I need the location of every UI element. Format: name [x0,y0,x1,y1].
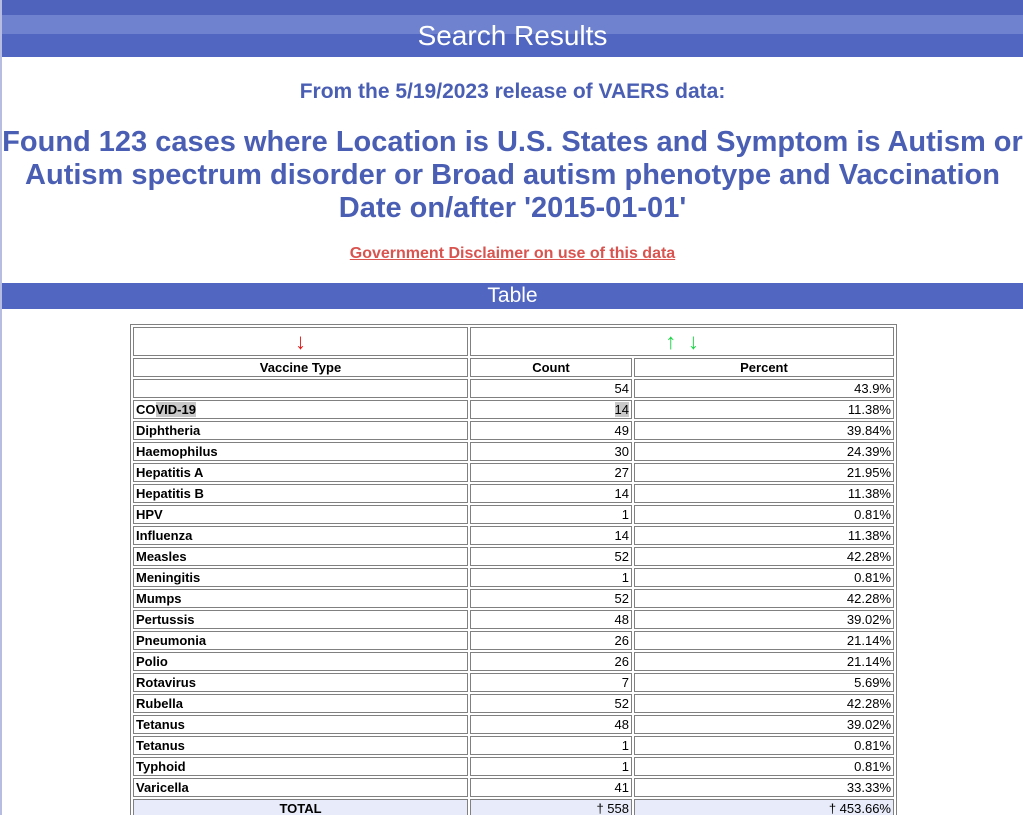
table-body [133,379,894,797]
vaccine-type-cell [133,400,468,419]
count-cell: 48 [470,715,632,734]
page-left-border [0,0,2,815]
count-cell: 14 [470,484,632,503]
table-row [133,610,894,629]
percent-cell: 24.39% [634,442,894,461]
table-section-header: Table [2,283,1023,309]
table-row [133,484,894,503]
table-row [133,631,894,650]
column-header-percent: Percent [634,358,894,377]
percent-cell: 0.81% [634,757,894,776]
table-row [133,778,894,797]
sort-controls-row [133,327,894,356]
column-header-count: Count [470,358,632,377]
table-row [133,694,894,713]
government-disclaimer-link[interactable]: Government Disclaimer on use of this data [349,245,676,262]
vaccine-type-cell: Pertussis [133,610,468,629]
vaccine-name-part: CO [136,402,156,417]
selected-text: VID-19 [155,402,196,417]
headline-line: Date on/after '2015-01-01' [338,192,687,224]
count-cell: 14 [470,526,632,545]
search-results-header [2,0,1023,57]
table-row [133,379,894,398]
percent-cell: 21.14% [634,652,894,671]
percent-cell: 11.38% [634,400,894,419]
vaccine-type-cell: Polio [133,652,468,671]
count-cell: 41 [470,778,632,797]
table-row [133,589,894,608]
count-cell: 52 [470,589,632,608]
count-cell: 27 [470,463,632,482]
vaccine-type-cell: Rubella [133,694,468,713]
percent-cell: 0.81% [634,568,894,587]
count-cell: 26 [470,652,632,671]
count-cell: 7 [470,673,632,692]
percent-cell: 42.28% [634,589,894,608]
vaccine-type-cell: Haemophilus [133,442,468,461]
vaccine-type-cell: Rotavirus [133,673,468,692]
table-row [133,505,894,524]
percent-cell: 21.95% [634,463,894,482]
sort-down-arrow-icon[interactable]: ↓ [295,328,306,354]
table-row [133,673,894,692]
release-line: From the 5/19/2023 release of VAERS data: [299,80,726,103]
table-row [133,547,894,566]
percent-cell: 5.69% [634,673,894,692]
vaccine-type-cell: Hepatitis B [133,484,468,503]
percent-cell: 43.9% [634,379,894,398]
table-header-row [133,358,894,377]
count-cell: 30 [470,442,632,461]
percent-cell: 0.81% [634,505,894,524]
percent-cell: 11.38% [634,484,894,503]
percent-cell: 39.02% [634,610,894,629]
results-table [130,324,897,815]
vaccine-type-cell: Diphtheria [133,421,468,440]
count-cell [470,400,632,419]
vaccine-type-cell: Mumps [133,589,468,608]
table-row [133,736,894,755]
table-row [133,421,894,440]
count-cell: 1 [470,505,632,524]
page-title: Search Results [417,20,608,51]
vaccine-type-cell: Hepatitis A [133,463,468,482]
headline-line: Autism spectrum disorder or Broad autism phenotype and Vaccination [25,159,1000,191]
sort-up-arrow-icon[interactable]: ↑ [665,328,677,354]
count-cell: 26 [470,631,632,650]
headline-line: Found 123 cases where Location is U.S. States and Symptom is Autism or [2,126,1023,158]
count-cell: 1 [470,757,632,776]
table-row [133,715,894,734]
selected-text: 14 [614,402,629,417]
count-cell: 1 [470,736,632,755]
table-row [133,757,894,776]
total-label: TOTAL [133,799,468,815]
vaccine-type-cell: Typhoid [133,757,468,776]
count-cell: 54 [470,379,632,398]
vaccine-type-cell [133,379,468,398]
table-row [133,568,894,587]
table-row [133,652,894,671]
vaccine-type-cell: Influenza [133,526,468,545]
table-row [133,442,894,461]
vaccine-type-sort-cell [133,327,468,356]
count-cell: 1 [470,568,632,587]
count-cell: 52 [470,547,632,566]
table-row [133,400,894,419]
percent-cell: 11.38% [634,526,894,545]
table-row [133,526,894,545]
vaccine-type-cell: HPV [133,505,468,524]
percent-cell: 33.33% [634,778,894,797]
percent-cell: 39.02% [634,715,894,734]
count-cell: 49 [470,421,632,440]
percent-cell: 0.81% [634,736,894,755]
count-cell: 48 [470,610,632,629]
percent-cell: 39.84% [634,421,894,440]
vaccine-type-cell: Varicella [133,778,468,797]
sort-down-arrow-icon[interactable]: ↓ [687,328,699,354]
vaccine-type-cell: Tetanus [133,715,468,734]
percent-cell: 42.28% [634,547,894,566]
total-count: † 558 [470,799,632,815]
vaccine-type-cell: Meningitis [133,568,468,587]
column-header-vaccine-type: Vaccine Type [133,358,468,377]
percent-cell: 42.28% [634,694,894,713]
vaccine-type-cell: Tetanus [133,736,468,755]
percent-cell: 21.14% [634,631,894,650]
vaccine-type-cell: Measles [133,547,468,566]
table-row [133,463,894,482]
count-sort-cell [470,327,894,356]
results-headline [2,126,1023,225]
count-cell: 52 [470,694,632,713]
vaccine-type-cell: Pneumonia [133,631,468,650]
disclaimer-container [2,244,1023,264]
total-percent: † 453.66% [634,799,894,815]
header-band-top [2,0,1023,15]
table-total-row [133,799,894,815]
